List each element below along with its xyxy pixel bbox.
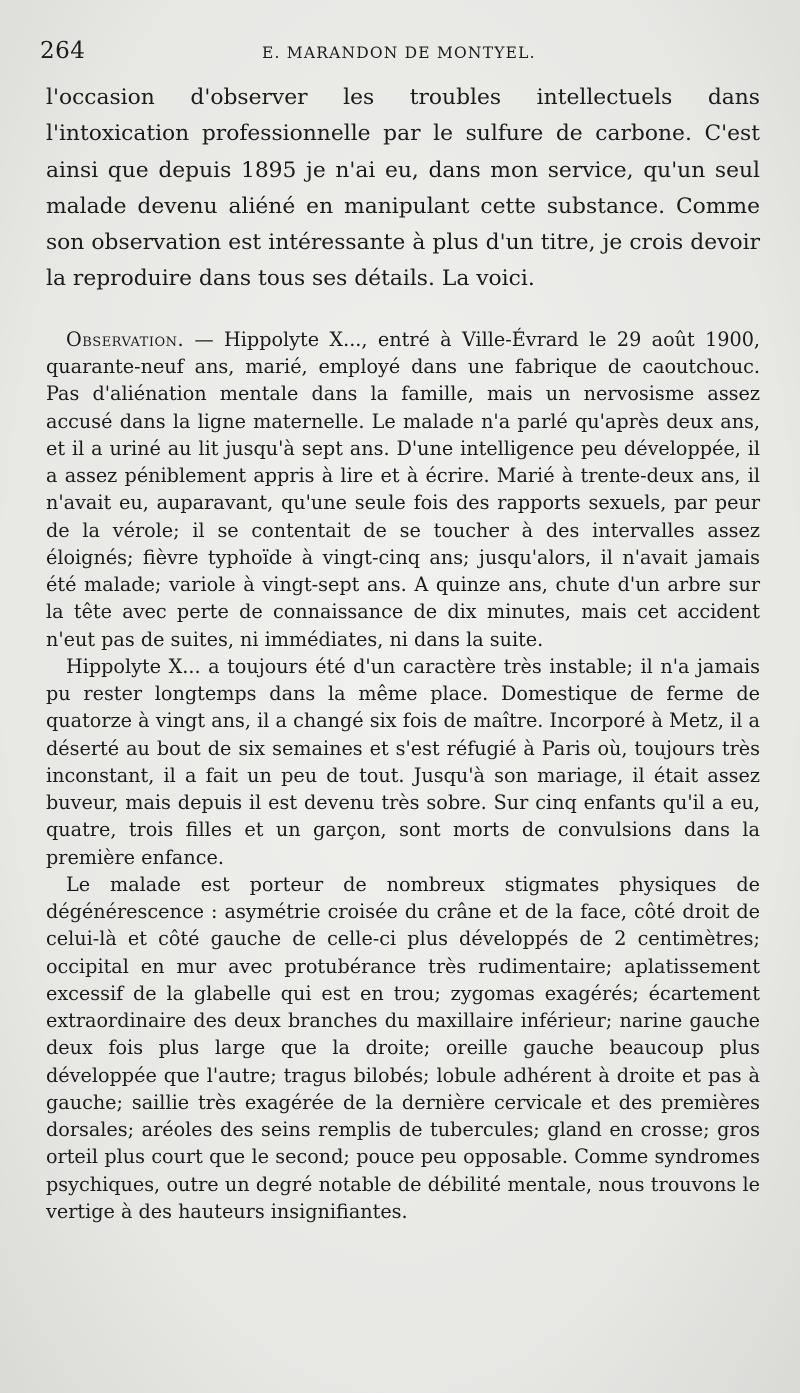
observation-paragraph-1-text: — Hippolyte X..., entré à Ville-Évrard le 29 août 1900, quarante-neuf ans, marié, employé dans une fabrique de caoutchouc. Pas d'aliénation mentale dans la famille, mais un nervosisme assez accusé dans la ligne maternelle. Le malade n'a parlé qu'après deux ans, et il a uriné au lit jusqu'à sept ans. D'une intelligence peu développée, il a assez péniblement appris à lire et à écrire. Marié à trente-deux ans, il n'avait eu, auparavant, qu'une seule fois des rapports sexuels, par peur de la vérole; il se contentait de se toucher à des intervalles assez éloignés; fièvre typhoïde à vingt-cinq ans; jusqu'alors, il n'avait jamais été malade; variole à vingt-sept ans. A quinze ans, chute d'un arbre sur la tête avec perte de connaissance de dix minutes, mais cet accident n'eut pas de suites, ni immédiates, ni dans la suite. (46, 327, 760, 651)
page-body (46, 80, 760, 1225)
page-header (40, 38, 760, 74)
observation-paragraph-3: Le malade est porteur de nombreux stigmates physiques de dégénérescence : asymétrie croisée du crâne et de la face, côté droit de celui-là et côté gauche de celle-ci plus développés de 2 centimètres; occipital en mur avec protubérance très rudimentaire; aplatissement excessif de la glabelle qui est en trou; zygomas exagérés; écartement extraordinaire des deux branches du maxillaire inférieur; narine gauche deux fois plus large que la droite; oreille gauche beaucoup plus développée que l'autre; tragus bilobés; lobule adhérent à droite et pas à gauche; saillie très exagérée de la dernière cervicale et des premières dorsales; aréoles des seins remplis de tubercules; gland en crosse; gros orteil plus court que le second; pouce peu opposable. Comme syndromes psychiques, outre un degré notable de débilité mentale, nous trouvons le vertige à des hauteurs insignifiantes. (46, 872, 760, 1223)
observation-paragraph-1 (46, 326, 760, 653)
page-number: 264 (40, 38, 86, 64)
observation-paragraph-2: Hippolyte X... a toujours été d'un caractère très instable; il n'a jamais pu rester longtemps dans la même place. Domestique de ferme de quatorze à vingt ans, il a changé six fois de maître. Incorporé à Metz, il a déserté au bout de six semaines et s'est réfugié à Paris où, toujours très inconstant, il a fait un peu de tout. Jusqu'à son mariage, il était assez buveur, mais depuis il est devenu très sobre. Sur cinq enfants qu'il a eu, quatre, trois filles et un garçon, sont morts de convulsions dans la première enfance. (46, 654, 760, 869)
intro-paragraph: l'occasion d'observer les troubles intellectuels dans l'intoxication professionnelle par le sulfure de carbone. C'est ainsi que depuis 1895 je n'ai eu, dans mon service, qu'un seul malade devenu aliéné en manipulant cette substance. Comme son observation est intéressante à plus d'un titre, je crois devoir la reproduire dans tous ses détails. La voici. (46, 85, 760, 292)
observation-section (46, 326, 760, 1225)
running-head: E. MARANDON DE MONTYEL. (262, 44, 536, 62)
observation-label: Observation. (66, 327, 185, 351)
